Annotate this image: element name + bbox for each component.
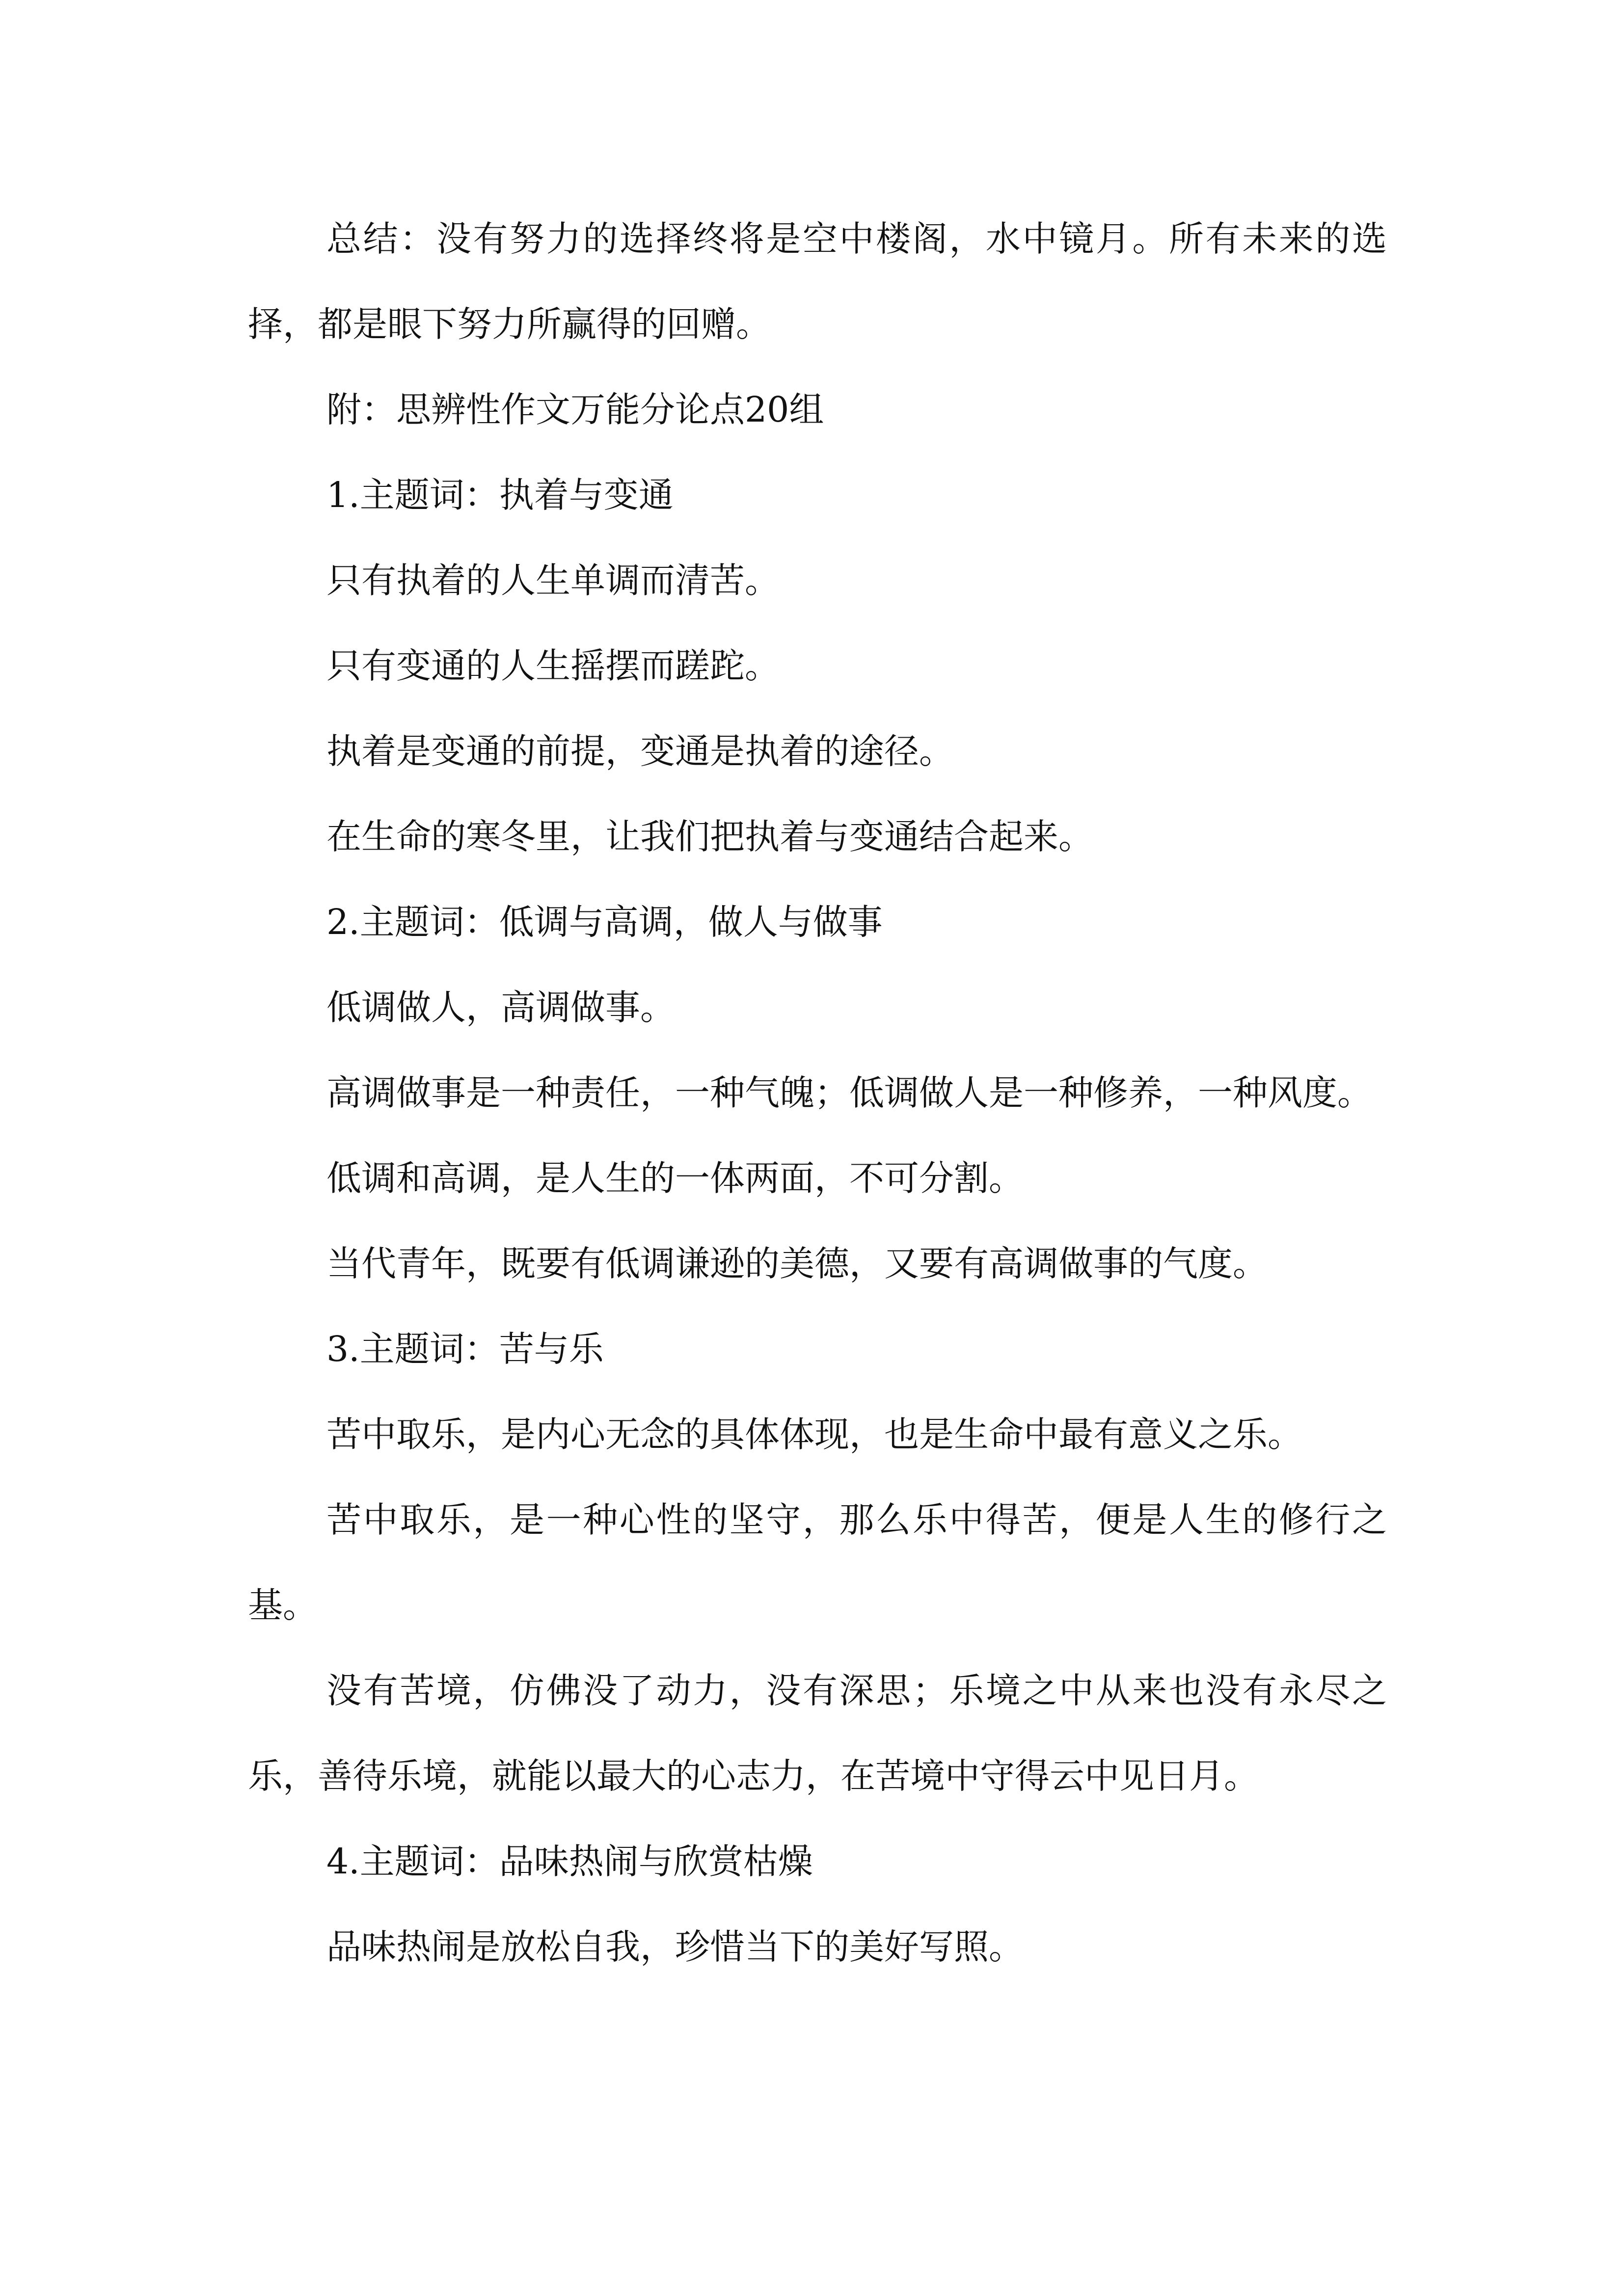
paragraph: 高调做事是一种责任，一种气魄；低调做人是一种修养，一种风度。: [326, 1072, 1373, 1113]
heading-topic-3: 3.主题词：苦与乐: [326, 1329, 604, 1369]
heading-topic-1: 1.主题词：执着与变通: [326, 475, 674, 515]
paragraph: 品味热闹是放松自我，珍惜当下的美好写照。: [326, 1926, 1024, 1967]
paragraph: 只有变通的人生摇摆而蹉跎。: [326, 645, 780, 686]
paragraph: 没有苦境，仿佛没了动力，没有深思；乐境之中从来也没有永尽之乐，善待乐境，就能以最大的心志力，在苦境中守得云中见日月。: [248, 1670, 1387, 1796]
heading-topic-2: 2.主题词：低调与高调，做人与做事: [326, 902, 883, 942]
paragraph: 只有执着的人生单调而清苦。: [326, 560, 780, 601]
paragraph-appendix-title: 附：思辨性作文万能分论点20组: [326, 389, 824, 430]
paragraph: 苦中取乐，是内心无念的具体体现，也是生命中最有意义之乐。: [326, 1414, 1303, 1455]
paragraph: 执着是变通的前提，变通是执着的途径。: [326, 731, 954, 772]
paragraph: 低调做人，高调做事。: [326, 987, 676, 1028]
paragraph: 在生命的寒冬里，让我们把执着与变通结合起来。: [326, 816, 1094, 857]
paragraph: 苦中取乐，是一种心性的坚守，那么乐中得苦，便是人生的修行之基。: [248, 1499, 1387, 1626]
paragraph: 当代青年，既要有低调谦逊的美德，又要有高调做事的气度。: [326, 1243, 1268, 1284]
paragraph: 低调和高调，是人生的一体两面，不可分割。: [326, 1158, 1024, 1199]
paragraph-summary: 总结：没有努力的选择终将是空中楼阁，水中镜月。所有未来的选择，都是眼下努力所赢得的回赠。: [248, 218, 1387, 345]
heading-topic-4: 4.主题词：品味热闹与欣赏枯燥: [326, 1841, 813, 1882]
document-body: [248, 196, 1387, 1990]
